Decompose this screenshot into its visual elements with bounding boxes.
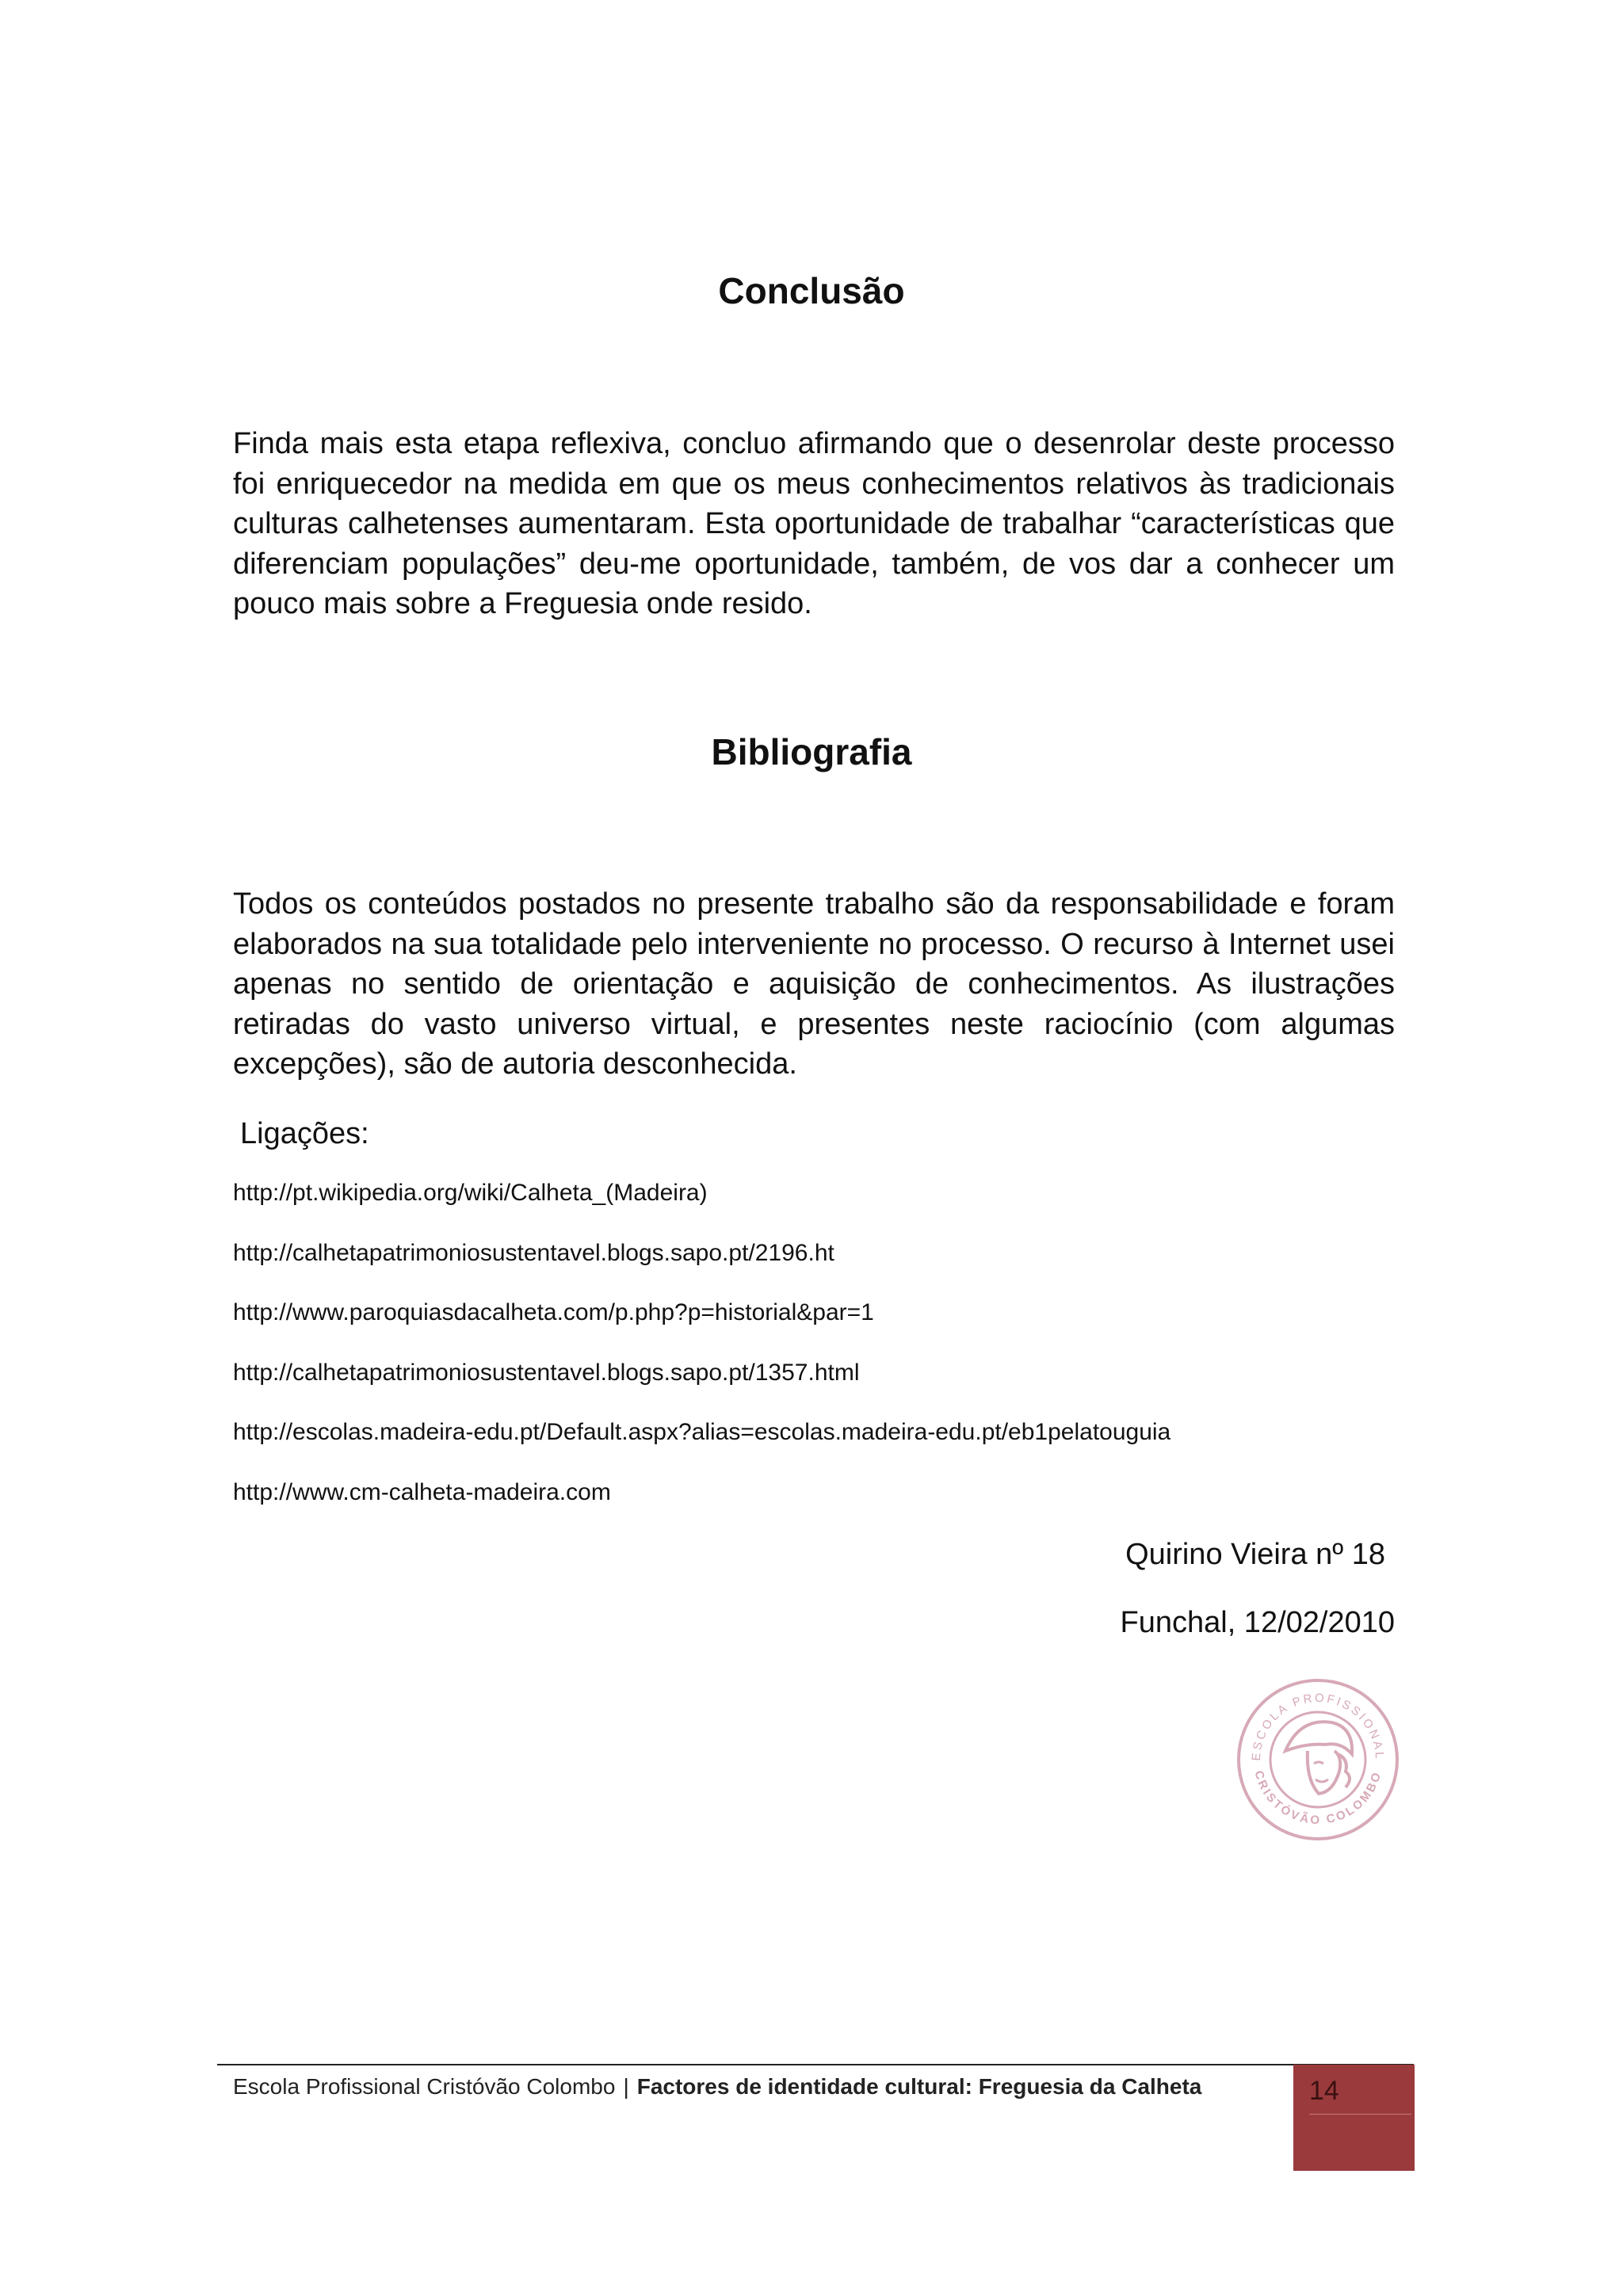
footer bbox=[233, 2074, 1201, 2100]
bibliography-paragraph: Todos os conteúdos postados no presente trabalho são da responsabilidade e foram elaborados na sua totalidade pelo interveniente no processo. O recurso à Internet usei apenas no sentido de orientação e aquisição de conhecimentos. As ilustrações retiradas do vasto universo virtual, e presentes neste raciocínio (com algumas excepções), são de autoria desconhecida. bbox=[233, 887, 1395, 1081]
conclusion-heading: Conclusão bbox=[718, 270, 905, 311]
signature-block bbox=[1121, 1537, 1396, 1640]
link-item[interactable]: http://www.paroquiasdacalheta.com/p.php?p=historial&par=1 bbox=[233, 1299, 874, 1325]
footer-divider bbox=[217, 2064, 1414, 2065]
link-item[interactable]: http://calhetapatrimoniosustentavel.blogs.sapo.pt/1357.html bbox=[233, 1359, 860, 1386]
place-date: Funchal, 12/02/2010 bbox=[1120, 1606, 1395, 1639]
link-item[interactable]: http://pt.wikipedia.org/wiki/Calheta_(Madeira) bbox=[233, 1180, 708, 1206]
seal-bottom-text: CRISTÓVÃO COLOMBO bbox=[1251, 1768, 1384, 1828]
links-list bbox=[233, 1177, 1170, 1536]
conclusion-paragraph: Finda mais esta etapa reflexiva, concluo afirmando que o desenrolar deste processo foi enriquecedor na medida em que os meus conhecimentos relativos às tradicionais culturas calhetenses aumentaram. Esta oportunidade de trabalhar “características que diferenciam populações” deu-me oportunidade, também, de vos dar a conhecer um pouco mais sobre a Freguesia onde resido. bbox=[233, 427, 1395, 620]
link-item[interactable]: http://calhetapatrimoniosustentavel.blogs.sapo.pt/2196.ht bbox=[233, 1239, 834, 1266]
author-name: Quirino Vieira nº 18 bbox=[1125, 1538, 1385, 1571]
link-item[interactable]: http://www.cm-calheta-madeira.com bbox=[233, 1478, 611, 1505]
seal-top-text: ESCOLA PROFISSIONAL bbox=[1249, 1691, 1387, 1761]
page-number-rule bbox=[1309, 2114, 1411, 2115]
footer-separator: | bbox=[623, 2074, 629, 2099]
page-number-box bbox=[1293, 2065, 1415, 2171]
footer-document-title: Factores de identidade cultural: Freguesia da Calheta bbox=[636, 2074, 1202, 2099]
bibliography-heading: Bibliografia bbox=[711, 731, 912, 772]
link-item[interactable]: http://escolas.madeira-edu.pt/Default.aspx?alias=escolas.madeira-edu.pt/eb1pelatouguia bbox=[233, 1419, 1171, 1445]
footer-school-name: Escola Profissional Cristóvão Colombo bbox=[233, 2074, 616, 2099]
school-seal-icon bbox=[1236, 1678, 1400, 1841]
links-label: Ligações: bbox=[240, 1117, 369, 1150]
page-number: 14 bbox=[1309, 2076, 1339, 2106]
